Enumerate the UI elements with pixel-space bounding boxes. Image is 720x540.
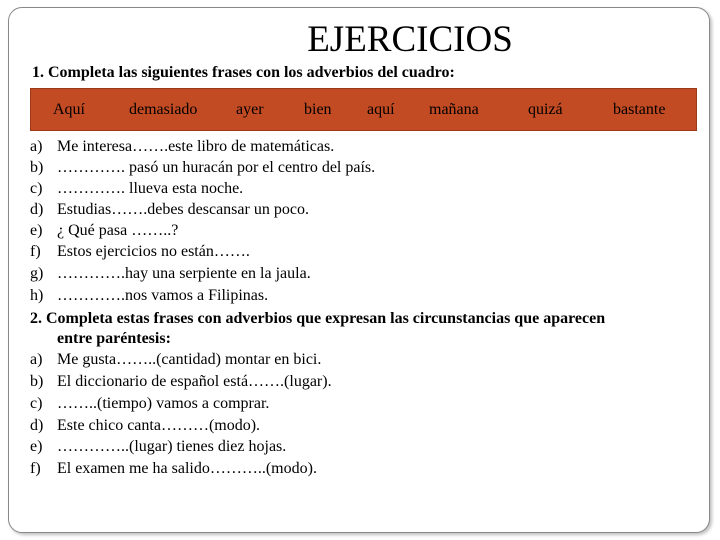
word-item: demasiado (129, 101, 198, 118)
word-item: bien (304, 101, 332, 118)
exercise-2-heading (30, 309, 690, 349)
page-title: EJERCICIOS (307, 19, 513, 60)
adverb-word-box (30, 88, 697, 131)
word-item: Aquí (53, 101, 85, 118)
exercise-2-heading-line1: 2. Completa estas frases con adverbios que expresan las circunstancias que aparecen (30, 310, 606, 327)
exercise-1-heading: 1. Completa las siguientes frases con los adverbios del cuadro: (32, 64, 455, 81)
word-item: aquí (367, 101, 395, 118)
exercise-2-heading-line2: entre paréntesis: (57, 330, 171, 347)
word-item: ayer (236, 101, 264, 118)
word-item: quizá (528, 101, 563, 118)
word-item: mañana (429, 101, 479, 118)
word-item: bastante (613, 101, 666, 118)
